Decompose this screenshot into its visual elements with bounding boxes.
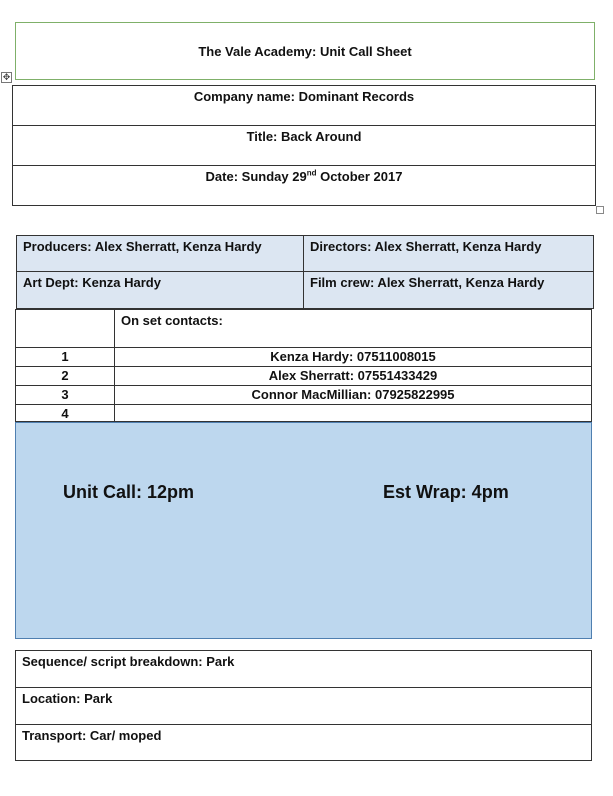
- call-times-box: [15, 422, 592, 639]
- contact-number: 1: [61, 349, 69, 364]
- sequence-row: [16, 651, 591, 688]
- shoot-details-table: [15, 650, 592, 761]
- transport-row: [16, 725, 591, 762]
- producers-text: Producers: Alex Sherratt, Kenza Hardy: [23, 239, 262, 254]
- contact-entry: Connor MacMillian: 07925822995: [251, 387, 455, 402]
- contact-number: 3: [61, 387, 69, 402]
- contacts-heading: On set contacts:: [121, 313, 223, 328]
- table-move-handle-icon[interactable]: ✥: [2, 72, 11, 82]
- art-dept-cell: [17, 272, 304, 308]
- art-dept-text: Art Dept: Kenza Hardy: [23, 275, 161, 290]
- producers-cell: [17, 236, 304, 272]
- company-row: [12, 85, 596, 126]
- company-name: Company name: Dominant Records: [193, 89, 415, 104]
- date-row: [12, 166, 596, 206]
- contact-entry: Alex Sherratt: 07551433429: [268, 368, 438, 383]
- location-text: Location: Park: [22, 691, 113, 706]
- directors-cell: [304, 236, 593, 272]
- film-crew-cell: [304, 272, 593, 308]
- contact-number: 4: [61, 406, 69, 421]
- directors-text: Directors: Alex Sherratt, Kenza Hardy: [310, 239, 542, 254]
- production-info-table: [12, 85, 596, 206]
- location-row: [16, 688, 591, 725]
- contact-number: 2: [61, 368, 69, 383]
- on-set-contacts-table: [15, 309, 592, 422]
- title-row: [12, 126, 596, 166]
- shoot-date: Date: Sunday 29nd October 2017: [205, 169, 403, 185]
- unit-call-time: Unit Call: 12pm: [63, 482, 195, 502]
- table-resize-handle[interactable]: [596, 206, 604, 214]
- sequence-text: Sequence/ script breakdown: Park: [22, 654, 235, 669]
- crew-table: [16, 235, 594, 309]
- transport-text: Transport: Car/ moped: [22, 728, 162, 743]
- production-title: Title: Back Around: [246, 129, 362, 144]
- est-wrap-time: Est Wrap: 4pm: [383, 482, 509, 502]
- film-crew-text: Film crew: Alex Sherratt, Kenza Hardy: [310, 275, 545, 290]
- call-sheet-title: The Vale Academy: Unit Call Sheet: [198, 43, 412, 59]
- contact-entry: Kenza Hardy: 07511008015: [270, 349, 436, 364]
- call-sheet-title-box: [15, 22, 595, 80]
